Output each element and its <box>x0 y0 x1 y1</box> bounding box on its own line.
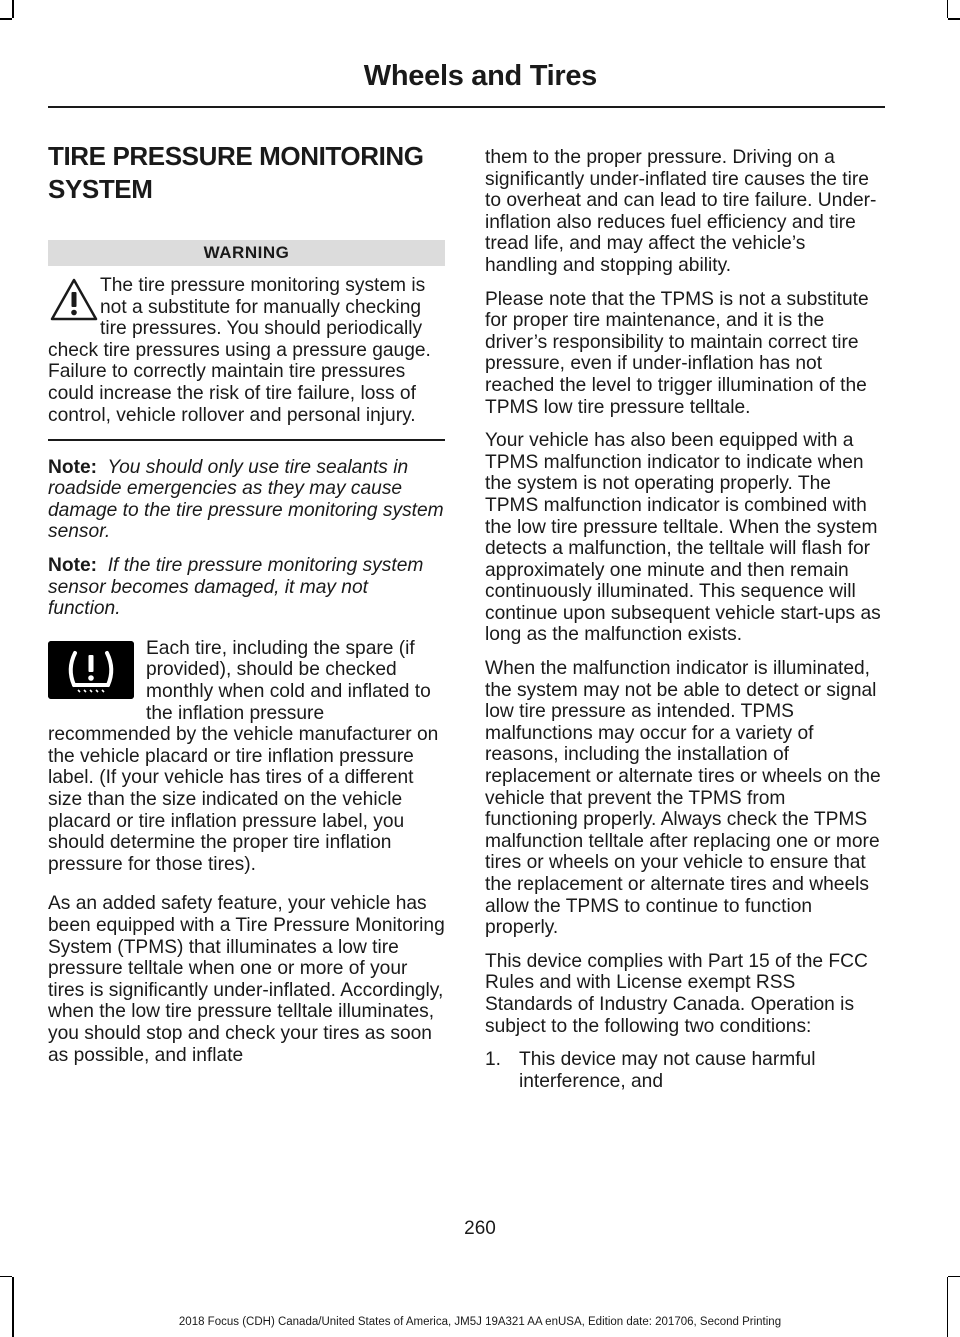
note-paragraph <box>48 457 445 543</box>
warning-rule <box>48 439 445 441</box>
note-label: Note: <box>48 456 98 478</box>
left-column <box>48 140 445 1078</box>
body-paragraph: them to the proper pressure. Driving on a significantly under-inflated tire causes the tire to overheat and can lead to tire failure. Under-inflation also reduces fuel efficiency and tire tread life, and may affect the vehicle’s handling and stopping ability. <box>485 147 877 276</box>
note-text: If the tire pressure monitoring system sensor becomes damaged, it may not function. <box>48 555 424 620</box>
list-item <box>485 1049 882 1092</box>
note-paragraph <box>48 555 445 620</box>
tire-paragraph-block <box>48 638 445 876</box>
crop-mark <box>12 0 14 18</box>
body-paragraph: Your vehicle has also been equipped with a TPMS malfunction indicator to indicate when the system is not operating properly. The TPMS malfunction indicator is combined with the low tire pressure telltale. When the system detects a malfunction, the telltale will flash for approximately one minute and then remain continuously illuminated. This sequence will continue upon subsequent vehicle start-ups as long as the malfunction exists. <box>485 430 881 646</box>
warning-triangle-icon <box>48 277 100 323</box>
crop-mark <box>12 1277 14 1337</box>
crop-mark <box>947 0 949 18</box>
footer-text: 2018 Focus (CDH) Canada/United States of America, JM5J 19A321 AA enUSA, Edition date: 201706, Second Printing <box>178 1316 782 1328</box>
right-column <box>485 147 882 1092</box>
body-paragraph: Please note that the TPMS is not a substitute for proper tire maintenance, and it is the driver’s responsibility to maintain correct tire pressure, even if under-inflation has not reached the level to trigger illumination of the TPMS low tire pressure telltale. <box>485 288 869 418</box>
crop-mark <box>0 1276 12 1278</box>
note-text: You should only use tire sealants in roadside emergencies as they may cause damage to the tire pressure monitoring system sensor. <box>48 456 444 543</box>
body-paragraph: This device complies with Part 15 of the FCC Rules and with License exempt RSS Standards of Industry Canada. Operation is subject to the following two conditions: <box>485 950 868 1037</box>
note-label: Note: <box>48 555 98 577</box>
section-title: TIRE PRESSURE MONITORING SYSTEM <box>48 141 424 204</box>
warning-heading: WARNING <box>48 240 445 266</box>
page-title: Wheels and Tires <box>363 60 597 92</box>
list-text: This device may not cause harmful interference, and <box>519 1049 816 1092</box>
page-number: 260 <box>464 1218 496 1239</box>
header-rule <box>48 106 885 108</box>
body-paragraph: When the malfunction indicator is illuminated, the system may not be able to detect or signal low tire pressure as intended. TPMS malfunctions may occur for a variety of reasons, including the installation of replacement or alternate tires or wheels on the vehicle that prevent the TPMS from functioning properly. Always check the TPMS malfunction telltale after replacing one or more tires or wheels on your vehicle to ensure that the replacement or alternate tires and wheels allow the TPMS to continue to function properly. <box>485 658 881 939</box>
crop-mark <box>948 18 960 20</box>
crop-mark <box>0 18 12 20</box>
warning-text: The tire pressure monitoring system is not a substitute for manually checking tire pressures. You should periodically check tire pressures using a pressure gauge. Failure to correctly maintain tire pressures could increase the risk of tire failure, loss of control, vehicle rollover and personal injury. <box>48 275 431 426</box>
crop-mark <box>947 1277 949 1337</box>
list-number: 1. <box>485 1049 502 1071</box>
crop-mark <box>948 1276 960 1278</box>
tire-pressure-warning-icon <box>48 641 134 699</box>
body-paragraph: Each tire, including the spare (if provided), should be checked monthly when cold and inflated to the inflation pressure recommended by the vehicle manufacturer on the vehicle placard or tire inflation pressure label. (If your vehicle has tires of a different size than the size indicated on the vehicle placard or tire inflation pressure label, you should determine the proper tire inflation pressure for those tires). <box>48 637 439 875</box>
warning-block <box>48 275 445 426</box>
body-paragraph: As an added safety feature, your vehicle has been equipped with a Tire Pressure Monitoring System (TPMS) that illuminates a low tire pressure telltale when one or more of your tires is significantly under-inflated. Accordingly, when the low tire pressure telltale illuminates, you should stop and check your tires as soon as possible, and inflate <box>48 893 445 1066</box>
